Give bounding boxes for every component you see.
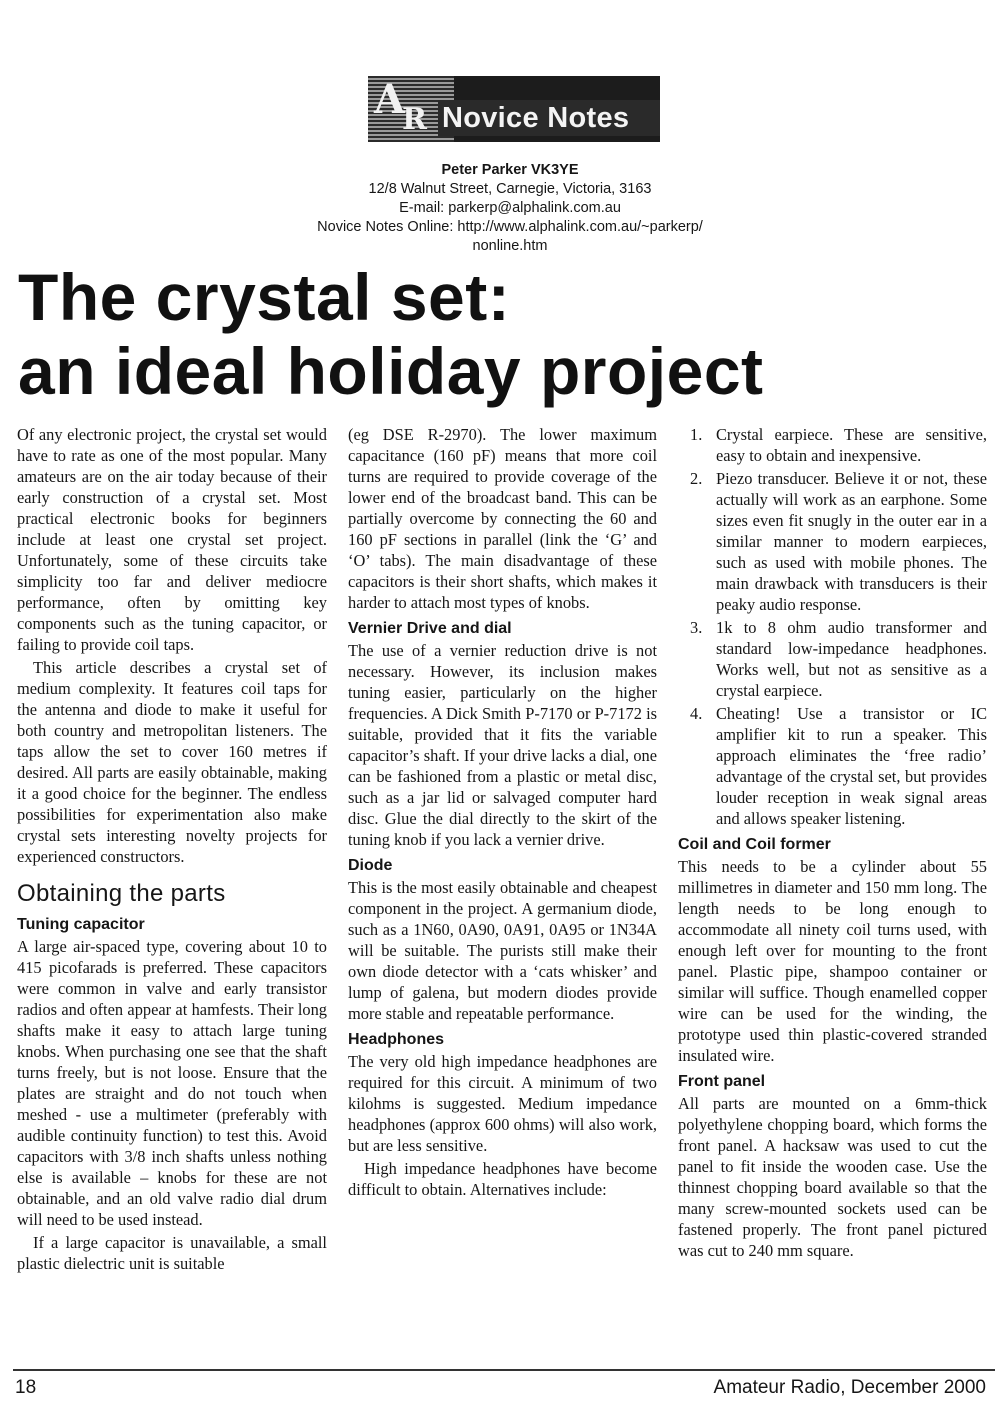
coil-paragraph: This needs to be a cylinder about 55 millimetres in diameter and 150 mm long. The length needs to be long enough to accommodate all ninety coil turns used, with enough left over for mounting to the front panel. Plastic pipe, shampoo container or similar will suffice. Though enamelled copper wire can be used for the winding, the prototype used thin plastic-covered stranded insulated wire. [678,857,987,1065]
list-text: 1k to 8 ohm audio transformer and standard low-impedance headphones. Works well, but not as sensitive as a crystal earpiece. [716,618,987,700]
author-website-line1: Novice Notes Online: http://www.alphalink.com.au/~parkerp/ [317,219,703,235]
list-number: 3. [690,618,703,637]
capacitor-continued-paragraph: (eg DSE R-2970). The lower maximum capacitance (160 pF) means that more coil turns are required to provide coverage of the lower end of the broadcast band. This can be partially overcome by connecting the 60 and 160 pF sections in parallel (link the ‘G’ and ‘O’ tabs). The main disadvantage of these capacitors is their short shafts, which makes it harder to attach most types of knobs. [348,425,657,612]
headphones-paragraph: The very old high impedance headphones are required for this circuit. A minimum of two kilohms is suggested. Medium impedance headphones (approx 600 ohms) will also work, but are less sensitive. [348,1052,657,1155]
article-column-2 [348,424,657,1200]
author-email: E-mail: parkerp@alphalink.com.au [399,200,621,216]
front-panel-paragraph: All parts are mounted on a 6mm-thick polyethylene chopping board, which forms the front panel. A hacksaw was used to cut the panel to fit inside the wooden case. Use the thinnest chopping board available so that the many screw-mounted sockets used can be fastened properly. The front panel pictured was cut to 240 mm square. [678,1094,987,1260]
list-item [678,703,987,829]
list-text: Piezo transducer. Believe it or not, these actually will work as an earphone. Some sizes even fit snugly in the outer ear in a similar manner to modern earpieces, such as used with mobile phones. The main drawback with transducers is their peaky audio response. [716,469,987,614]
article-column-1 [17,424,327,1274]
page-number: 18 [15,1377,37,1398]
logo-letter-a: A [374,76,406,123]
headline-line2: an ideal holiday project [18,334,764,408]
small-capacitor-paragraph: If a large capacitor is unavailable, a small plastic dielectric unit is suitable [17,1233,327,1273]
subheading-diode: Diode [348,857,393,874]
author-address: 12/8 Walnut Street, Carnegie, Victoria, 3163 [368,181,652,197]
column-title: Novice Notes [438,100,660,136]
footer-rule [13,1369,995,1371]
list-item [678,424,987,466]
author-name: Peter Parker VK3YE [441,162,579,178]
list-item [678,468,987,615]
headphone-alternatives-list [678,424,987,829]
magazine-issue: Amateur Radio, December 2000 [713,1377,986,1398]
list-text: Crystal earpiece. These are sensitive, easy to obtain and inexpensive. [716,425,987,465]
subheading-vernier-drive: Vernier Drive and dial [348,620,512,637]
subheading-front-panel: Front panel [678,1073,766,1090]
intro-paragraph: Of any electronic project, the crystal set would have to rate as one of the most popular. Many amateurs are on the air today because of their early construction of a crystal set. Most practical electronic books for beginners include at least one crystal set project. Unfortunately, some of these circuits take simplicity too far and deliver mediocre performance, often by omitting key components such as the tuning capacitor, or failing to provide coil taps. [17,425,327,654]
description-paragraph: This article describes a crystal set of medium complexity. It features coil taps for the antenna and diode to make it useful for both country and metropolitan listeners. The taps allow the set to cover 160 metres if desired. All parts are easily obtainable, making it a good choice for the beginner. The endless possibilities for experimentation also make crystal sets interesting novelty projects for experienced constructors. [17,658,327,866]
headline-line1: The crystal set: [18,260,511,334]
list-text: Cheating! Use a transistor or IC amplifier kit to run a speaker. This approach eliminates the ‘free radio’ advantage of the crystal set, but provides louder reception in weak signal areas and allows speaker listening. [716,704,987,828]
list-number: 1. [690,425,703,444]
column-banner [368,76,660,142]
section-heading-obtaining-parts: Obtaining the parts [17,880,226,907]
alternatives-paragraph: High impedance headphones have become difficult to obtain. Alternatives include: [348,1159,657,1199]
list-item [678,617,987,701]
diode-paragraph: This is the most easily obtainable and cheapest component in the project. A germanium diode, such as a 1N60, 0A90, 0A91, 0A95 or 1N34A will be suitable. The purists still make their own diode detector with a ‘cats whisker’ and lump of galena, but modern diodes provide more stable and repeatable performance. [348,878,657,1023]
tuning-capacitor-paragraph: A large air-spaced type, covering about 10 to 415 picofarads is preferred. These capacitors were common in valve and early transistor radios and often appear at hamfests. Their long shafts make it easy to attach large tuning knobs. When purchasing one see that the shaft turns freely, but is not loose. Ensure that the plates are straight and do not touch when meshed - use a multimeter (preferably with audible continuity function) to test this. Avoid capacitors with 3/8 inch shafts unless nothing else is available – knobs for these are not obtainable, and an old valve radio dial drum will need to be used instead. [17,937,327,1229]
subheading-headphones: Headphones [348,1031,445,1048]
article-column-3 [678,424,987,1261]
logo-letter-r: R [402,102,427,137]
subheading-tuning-capacitor: Tuning capacitor [17,916,145,933]
vernier-paragraph: The use of a vernier reduction drive is not necessary. However, its inclusion makes tuning easier, particularly on the higher frequencies. A Dick Smith P-7170 or P-7172 is suitable, provided that it fits the variable capacitor’s shaft. If your drive lacks a dial, one can be fashioned from a plastic or metal disc, such as a jar lid or salvaged computer hard disc. Glue the dial directly to the skirt of the tuning knob if you lack a vernier drive. [348,641,657,849]
author-website-line2: nonline.htm [472,238,548,254]
subheading-coil-former: Coil and Coil former [678,836,831,853]
list-number: 4. [690,704,703,723]
list-number: 2. [690,469,703,488]
